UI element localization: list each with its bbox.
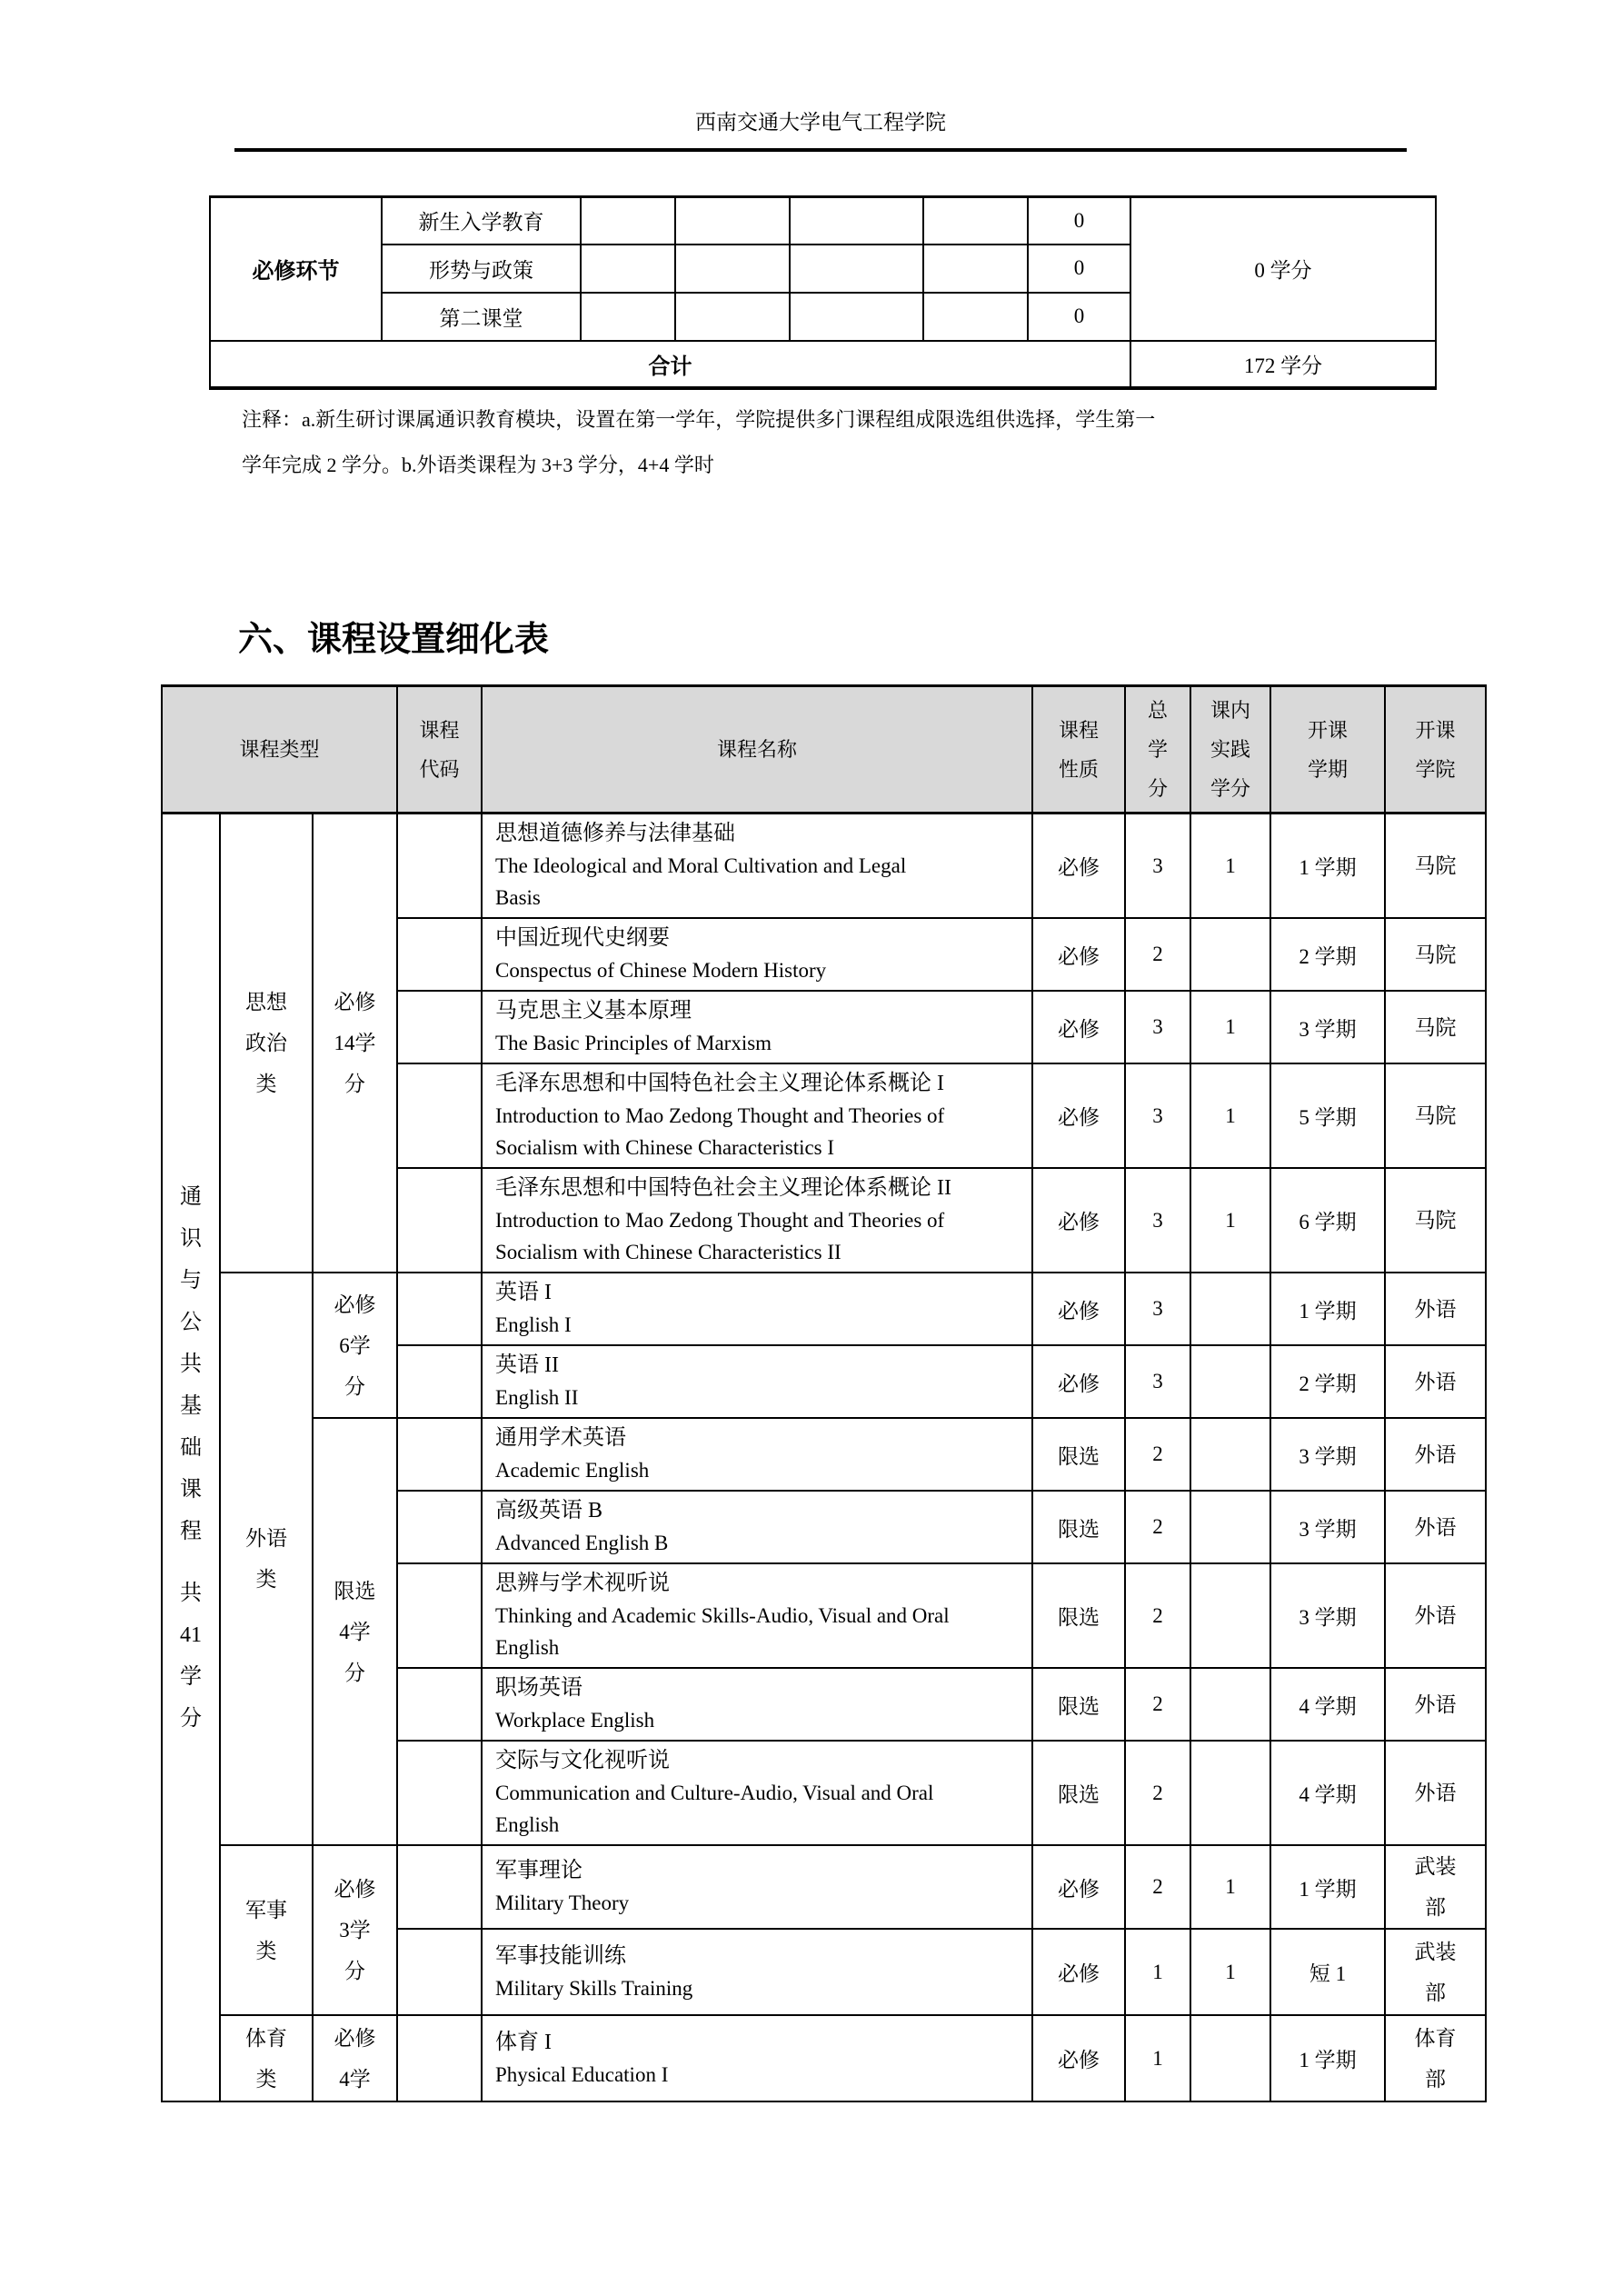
course-semester: 3 学期	[1270, 1563, 1385, 1668]
col-header-semester: 开课 学期	[1270, 686, 1385, 814]
col-header-code: 课程 代码	[397, 686, 482, 814]
col-header-type: 课程类型	[162, 686, 397, 814]
course-row	[162, 1845, 1486, 1929]
course-code-cell	[397, 2015, 482, 2101]
course-name-en: Military Theory	[495, 1892, 630, 1914]
course-code-cell	[397, 814, 482, 919]
course-credits: 1	[1125, 2015, 1190, 2101]
col-header-nature: 课程 性质	[1032, 686, 1125, 814]
empty-cell	[675, 245, 790, 293]
course-name-zh: 毛泽东思想和中国特色社会主义理论体系概论 I	[495, 1072, 945, 1095]
course-code-cell	[397, 1929, 482, 2015]
col-header-college: 开课 学院	[1385, 686, 1486, 814]
course-name-zh: 职场英语	[495, 1676, 583, 1700]
course-row	[162, 814, 1486, 919]
course-college: 体育 部	[1385, 2015, 1486, 2101]
course-code-cell	[397, 1491, 482, 1563]
group-credit-cell: 0 学分	[1130, 197, 1436, 341]
course-code-cell	[397, 1063, 482, 1168]
table-row	[210, 197, 1436, 245]
course-nature: 必修	[1032, 2015, 1125, 2101]
course-name-en: Workplace English	[495, 1709, 655, 1732]
course-nature: 必修	[1032, 991, 1125, 1063]
course-name-cell	[482, 814, 1032, 919]
course-name-cell	[482, 1345, 1032, 1418]
empty-cell	[675, 293, 790, 341]
empty-cell	[581, 197, 675, 245]
type-group-cell: 体育 类	[220, 2015, 313, 2101]
credit-group-cell: 必修 6学 分	[313, 1273, 397, 1418]
course-practice-credits	[1190, 1491, 1270, 1563]
course-name-en: Military Skills Training	[495, 1976, 693, 2000]
course-nature: 限选	[1032, 1741, 1125, 1845]
course-name-zh: 高级英语 B	[495, 1499, 603, 1522]
total-credit-cell: 172 学分	[1130, 341, 1436, 388]
session-credit-cell: 0	[1028, 197, 1130, 245]
course-practice-credits	[1190, 1741, 1270, 1845]
course-semester: 1 学期	[1270, 1273, 1385, 1345]
course-credits: 3	[1125, 1168, 1190, 1273]
course-name-en: Advanced English B	[495, 1532, 669, 1554]
course-credits: 3	[1125, 814, 1190, 919]
course-row	[162, 2015, 1486, 2101]
course-semester: 5 学期	[1270, 1063, 1385, 1168]
course-practice-credits	[1190, 1418, 1270, 1491]
course-row	[162, 1273, 1486, 1345]
course-credits: 2	[1125, 1418, 1190, 1491]
course-name-cell	[482, 1418, 1032, 1491]
course-name-zh: 中国近现代史纲要	[495, 926, 671, 950]
course-row	[162, 1418, 1486, 1491]
course-practice-credits: 1	[1190, 1929, 1270, 2015]
course-name-zh: 交际与文化视听说	[495, 1749, 671, 1772]
course-practice-credits: 1	[1190, 1845, 1270, 1929]
course-semester: 3 学期	[1270, 1491, 1385, 1563]
course-nature: 必修	[1032, 814, 1125, 919]
course-name-cell	[482, 1668, 1032, 1741]
course-name-cell	[482, 918, 1032, 991]
course-name-zh: 英语 II	[495, 1353, 559, 1377]
course-credits: 2	[1125, 1668, 1190, 1741]
course-practice-credits: 1	[1190, 814, 1270, 919]
course-practice-credits	[1190, 1668, 1270, 1741]
course-name-cell	[482, 1563, 1032, 1668]
course-credits: 3	[1125, 1063, 1190, 1168]
session-name-cell: 新生入学教育	[382, 197, 581, 245]
course-college: 外语	[1385, 1418, 1486, 1491]
course-college: 马院	[1385, 814, 1486, 919]
course-nature: 限选	[1032, 1491, 1125, 1563]
course-name-zh: 军事理论	[495, 1859, 583, 1882]
col-header-total-credits: 总 学 分	[1125, 686, 1190, 814]
course-college: 外语	[1385, 1273, 1486, 1345]
course-credits: 3	[1125, 1273, 1190, 1345]
course-college: 外语	[1385, 1563, 1486, 1668]
course-name-cell	[482, 1063, 1032, 1168]
course-code-cell	[397, 1845, 482, 1929]
course-college: 马院	[1385, 918, 1486, 991]
group-label-cell: 必修环节	[210, 197, 382, 341]
course-college: 武装 部	[1385, 1845, 1486, 1929]
session-credit-cell: 0	[1028, 245, 1130, 293]
credit-group-cell: 限选 4学 分	[313, 1418, 397, 1845]
course-practice-credits	[1190, 918, 1270, 991]
header-rule	[234, 148, 1407, 152]
course-practice-credits: 1	[1190, 1063, 1270, 1168]
footnote-line: 注释：a.新生研讨课属通识教育模块，设置在第一学年，学院提供多门课程组成限选组供选择，学生第一	[242, 408, 1156, 431]
session-name-cell: 形势与政策	[382, 245, 581, 293]
credit-group-cell: 必修 14学 分	[313, 814, 397, 1273]
session-name-cell: 第二课堂	[382, 293, 581, 341]
course-name-en: Academic English	[495, 1459, 650, 1482]
course-name-cell	[482, 1845, 1032, 1929]
footnote	[242, 397, 1450, 488]
empty-cell	[790, 245, 923, 293]
course-credits: 3	[1125, 1345, 1190, 1418]
course-nature: 限选	[1032, 1418, 1125, 1491]
course-semester: 3 学期	[1270, 1418, 1385, 1491]
course-code-cell	[397, 1418, 482, 1491]
course-name-en: Thinking and Academic Skills-Audio, Visual and Oral English	[495, 1604, 950, 1659]
credit-group-cell: 必修 3学 分	[313, 1845, 397, 2015]
course-nature: 限选	[1032, 1668, 1125, 1741]
course-credits: 2	[1125, 918, 1190, 991]
empty-cell	[790, 197, 923, 245]
course-code-cell	[397, 1741, 482, 1845]
course-college: 外语	[1385, 1491, 1486, 1563]
course-nature: 必修	[1032, 1168, 1125, 1273]
course-semester: 2 学期	[1270, 1345, 1385, 1418]
empty-cell	[923, 293, 1028, 341]
course-nature: 必修	[1032, 1063, 1125, 1168]
course-name-en: Physical Education I	[495, 2062, 669, 2086]
course-semester: 1 学期	[1270, 1845, 1385, 1929]
course-name-zh: 通用学术英语	[495, 1426, 627, 1450]
course-credits: 2	[1125, 1845, 1190, 1929]
course-name-cell	[482, 1273, 1032, 1345]
course-semester: 短 1	[1270, 1929, 1385, 2015]
course-credits: 1	[1125, 1929, 1190, 2015]
spacer	[163, 1552, 219, 1572]
course-name-zh: 思辨与学术视听说	[495, 1572, 671, 1595]
course-semester: 6 学期	[1270, 1168, 1385, 1273]
course-nature: 必修	[1032, 1845, 1125, 1929]
page-title: 西南交通大学电气工程学院	[695, 111, 946, 134]
course-nature: 必修	[1032, 1929, 1125, 2015]
course-college: 武装 部	[1385, 1929, 1486, 2015]
empty-cell	[581, 245, 675, 293]
course-name-en: English II	[495, 1386, 579, 1409]
course-practice-credits	[1190, 1345, 1270, 1418]
type-group-cell: 思想 政治 类	[220, 814, 313, 1273]
total-row	[210, 341, 1436, 388]
course-practice-credits	[1190, 2015, 1270, 2101]
course-practice-credits	[1190, 1563, 1270, 1668]
course-nature: 必修	[1032, 918, 1125, 991]
course-code-cell	[397, 1668, 482, 1741]
course-name-en: Introduction to Mao Zedong Thought and Theories of Socialism with Chinese Characteristics I	[495, 1104, 945, 1159]
course-college: 马院	[1385, 1063, 1486, 1168]
footnote-line: 学年完成 2 学分。b.外语类课程为 3+3 学分，4+4 学时	[242, 454, 714, 476]
course-semester: 1 学期	[1270, 814, 1385, 919]
course-name-cell	[482, 1741, 1032, 1845]
col-header-name: 课程名称	[482, 686, 1032, 814]
table-header-row	[162, 686, 1486, 814]
course-college: 外语	[1385, 1668, 1486, 1741]
course-college: 外语	[1385, 1345, 1486, 1418]
section-heading: 六、课程设置细化表	[238, 621, 550, 659]
course-code-cell	[397, 1345, 482, 1418]
course-semester: 1 学期	[1270, 2015, 1385, 2101]
course-name-cell	[482, 1929, 1032, 2015]
empty-cell	[790, 293, 923, 341]
course-code-cell	[397, 1168, 482, 1273]
course-college: 马院	[1385, 991, 1486, 1063]
course-name-zh: 军事技能训练	[495, 1943, 627, 1968]
course-nature: 必修	[1032, 1345, 1125, 1418]
course-semester: 4 学期	[1270, 1668, 1385, 1741]
credit-group-cell: 必修 4学	[313, 2015, 397, 2101]
course-name-en: Communication and Culture-Audio, Visual and Oral English	[495, 1782, 934, 1836]
course-code-cell	[397, 918, 482, 991]
empty-cell	[923, 197, 1028, 245]
course-semester: 3 学期	[1270, 991, 1385, 1063]
category-cell: 通 识 与 公 共 基 础 课 程 共 41 学 分	[162, 814, 220, 2102]
course-name-zh: 英语 I	[495, 1281, 553, 1304]
course-college: 马院	[1385, 1168, 1486, 1273]
course-code-cell	[397, 991, 482, 1063]
empty-cell	[675, 197, 790, 245]
course-nature: 限选	[1032, 1563, 1125, 1668]
course-name-zh: 思想道德修养与法律基础	[495, 822, 736, 845]
course-name-zh: 马克思主义基本原理	[495, 999, 692, 1023]
course-name-en: Introduction to Mao Zedong Thought and Theories of Socialism with Chinese Characteristics II	[495, 1209, 945, 1263]
course-name-cell	[482, 1168, 1032, 1273]
course-code-cell	[397, 1273, 482, 1345]
course-credits: 2	[1125, 1491, 1190, 1563]
course-practice-credits	[1190, 1273, 1270, 1345]
course-semester: 4 学期	[1270, 1741, 1385, 1845]
course-semester: 2 学期	[1270, 918, 1385, 991]
course-name-en: Conspectus of Chinese Modern History	[495, 959, 827, 982]
required-sessions-table	[209, 195, 1437, 390]
session-credit-cell: 0	[1028, 293, 1130, 341]
type-group-cell: 外语 类	[220, 1273, 313, 1845]
col-header-practice-credits: 课内 实践 学分	[1190, 686, 1270, 814]
course-name-en: The Basic Principles of Marxism	[495, 1032, 772, 1054]
course-name-cell	[482, 1491, 1032, 1563]
curriculum-table	[161, 684, 1487, 2102]
course-name-cell	[482, 2015, 1032, 2101]
course-credits: 2	[1125, 1741, 1190, 1845]
empty-cell	[923, 245, 1028, 293]
course-credits: 3	[1125, 991, 1190, 1063]
course-name-zh: 毛泽东思想和中国特色社会主义理论体系概论 II	[495, 1176, 951, 1200]
course-name-en: English I	[495, 1313, 572, 1336]
course-code-cell	[397, 1563, 482, 1668]
empty-cell	[581, 293, 675, 341]
course-name-zh: 体育 I	[495, 2030, 553, 2054]
course-college: 外语	[1385, 1741, 1486, 1845]
course-credits: 2	[1125, 1563, 1190, 1668]
course-practice-credits: 1	[1190, 1168, 1270, 1273]
course-practice-credits: 1	[1190, 991, 1270, 1063]
total-label-cell: 合计	[210, 341, 1130, 388]
course-name-en: The Ideological and Moral Cultivation and Legal Basis	[495, 854, 907, 909]
type-group-cell: 军事 类	[220, 1845, 313, 2015]
course-name-cell	[482, 991, 1032, 1063]
course-nature: 必修	[1032, 1273, 1125, 1345]
